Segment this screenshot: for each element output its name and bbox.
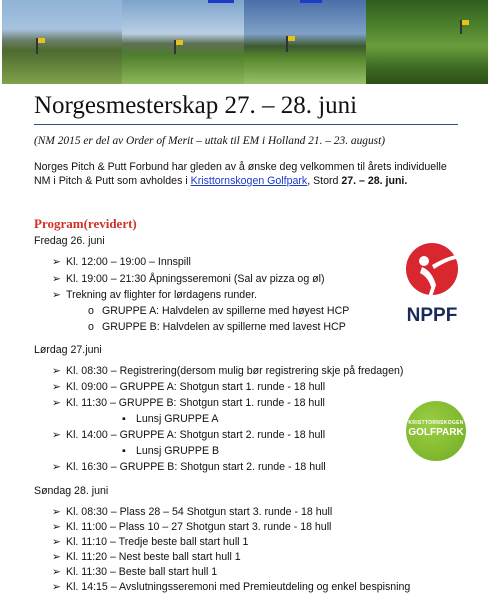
arrow-bullet-icon: ➢: [52, 256, 61, 268]
list-item: ➢ Kl. 08:30 – Registrering(dersom mulig bør registrering skje på fredagen): [52, 365, 404, 377]
arrow-bullet-icon: ➢: [52, 521, 61, 533]
intro-text: Norges Pitch & Putt Forbund har gleden av å ønske deg velkommen til årets individuelle NM i Pitch & Putt som avholdes i: [34, 161, 447, 187]
top-link-fragment[interactable]: [208, 0, 234, 3]
golfpark-logo: [406, 401, 466, 461]
sub-list-item: ▪ Lunsj GRUPPE A: [122, 413, 219, 425]
day-label-friday: Fredag 26. juni: [34, 235, 105, 247]
golf-photo-2: [122, 0, 244, 84]
square-bullet-icon: ▪: [122, 445, 126, 457]
arrow-bullet-icon: ➢: [52, 429, 61, 441]
arrow-bullet-icon: ➢: [52, 536, 61, 548]
sub-list-item: ▪ Lunsj GRUPPE B: [122, 445, 220, 457]
golf-photo-1: [2, 0, 122, 84]
arrow-bullet-icon: ➢: [52, 397, 61, 409]
list-item: ➢ Kl. 11:00 – Plass 10 – 27 Shotgun start 3. runde - 18 hull: [52, 521, 332, 533]
square-bullet-icon: ▪: [122, 413, 126, 425]
list-item: ➢ Kl. 11:30 – Beste ball start hull 1: [52, 566, 218, 578]
header-photo-banner: [2, 0, 488, 84]
arrow-bullet-icon: ➢: [52, 581, 61, 593]
circle-bullet-icon: o: [88, 305, 94, 317]
day-label-saturday: Lørdag 27.juni: [34, 344, 102, 356]
circle-bullet-icon: o: [88, 321, 94, 333]
arrow-bullet-icon: ➢: [52, 551, 61, 563]
arrow-bullet-icon: ➢: [52, 289, 61, 301]
golfpark-logo-text: GOLFPARK: [408, 427, 464, 438]
order-of-merit-note: (NM 2015 er del av Order of Merit – uttak til EM i Holland 21. – 23. august): [34, 135, 386, 147]
list-item: ➢ Kl. 14:00 – GRUPPE A: Shotgun start 2. runde - 18 hull: [52, 429, 326, 441]
list-item: ➢ Trekning av flighter for lørdagens runder.: [52, 289, 257, 301]
page-title: Norgesmesterskap 27. – 28. juni: [34, 92, 358, 119]
golf-photo-3: [244, 0, 366, 84]
arrow-bullet-icon: ➢: [52, 365, 61, 377]
list-item: ➢ Kl. 12:00 – 19:00 – Innspill: [52, 256, 191, 268]
list-item: ➢ Kl. 19:00 – 21:30 Åpningsseremoni (Sal av pizza og øl): [52, 273, 325, 285]
arrow-bullet-icon: ➢: [52, 461, 61, 473]
golf-photo-4: [366, 0, 488, 84]
intro-text-after: , Stord: [307, 175, 342, 187]
list-item: ➢ Kl. 16:30 – GRUPPE B: Shotgun start 2. runde - 18 hull: [52, 461, 326, 473]
golfpark-logo-small-text: KRISTTORNSKOGEN: [408, 420, 464, 426]
list-item: ➢ Kl. 14:15 – Avslutningsseremoni med Premieutdeling og enkel bespisning: [52, 581, 411, 593]
list-item: ➢ Kl. 09:00 – GRUPPE A: Shotgun start 1. runde - 18 hull: [52, 381, 326, 393]
arrow-bullet-icon: ➢: [52, 273, 61, 285]
title-divider: [34, 124, 458, 125]
list-item: ➢ Kl. 11:10 – Tredje beste ball start hull 1: [52, 536, 249, 548]
sub-list-item: o GRUPPE B: Halvdelen av spillerne med lavest HCP: [88, 321, 346, 333]
intro-paragraph: [34, 160, 464, 188]
arrow-bullet-icon: ➢: [52, 506, 61, 518]
nppf-logo: [402, 241, 462, 325]
list-item: ➢ Kl. 08:30 – Plass 28 – 54 Shotgun start 3. runde - 18 hull: [52, 506, 333, 518]
arrow-bullet-icon: ➢: [52, 566, 61, 578]
nppf-logo-text: NPPF: [406, 305, 458, 325]
arrow-bullet-icon: ➢: [52, 381, 61, 393]
list-item: ➢ Kl. 11:30 – GRUPPE B: Shotgun start 1. runde - 18 hull: [52, 397, 325, 409]
intro-dates: 27. – 28. juni.: [341, 175, 408, 187]
golfpark-link[interactable]: Kristtornskogen Golfpark: [190, 175, 308, 187]
list-item: ➢ Kl. 11:20 – Nest beste ball start hull 1: [52, 551, 241, 563]
sub-list-item: o GRUPPE A: Halvdelen av spillerne med høyest HCP: [88, 305, 350, 317]
day-label-sunday: Søndag 28. juni: [34, 485, 109, 497]
top-link-fragment[interactable]: [300, 0, 322, 3]
program-heading: Program(revidert): [34, 216, 137, 231]
